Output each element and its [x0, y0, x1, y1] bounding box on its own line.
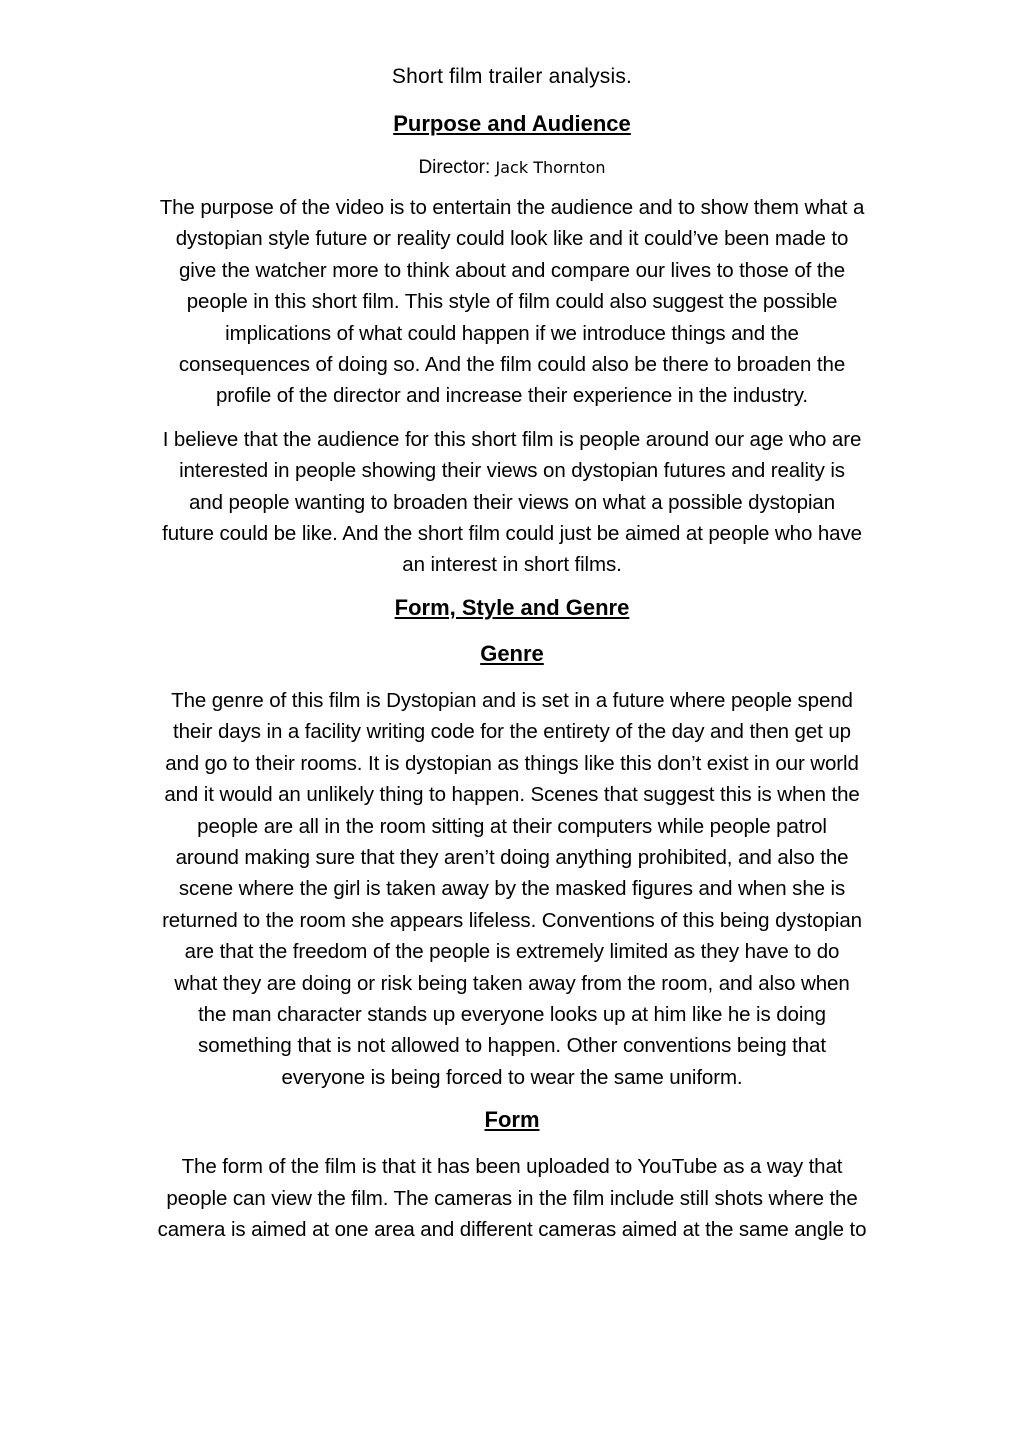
- genre-heading: Genre: [480, 640, 544, 666]
- form-heading: Form: [484, 1107, 540, 1133]
- genre-paragraph: [118, 685, 906, 1093]
- director-line: [118, 155, 906, 181]
- paragraph-line: I believe that the audience for this short film is people around our age who are: [162, 427, 862, 451]
- paragraph-line: people are all in the room sitting at their computers while people patrol: [197, 814, 827, 838]
- paragraph-line: an interest in short films.: [402, 553, 622, 577]
- paragraph-line: and go to their rooms. It is dystopian as things like this don’t exist in our world: [165, 751, 859, 775]
- paragraph-line: the man character stands up everyone looks up at him like he is doing: [198, 1002, 826, 1026]
- paragraph-line: The genre of this film is Dystopian and is set in a future where people spend: [171, 688, 853, 712]
- paragraph-line: are that the freedom of the people is extremely limited as they have to do: [184, 940, 840, 964]
- paragraph-line: their days in a facility writing code for the entirety of the day and then get up: [173, 720, 851, 744]
- paragraph-line: scene where the girl is taken away by the masked figures and when she is: [178, 877, 846, 901]
- paragraph-line: people in this short film. This style of film could also suggest the possible: [186, 290, 838, 314]
- director-name: Jack Thornton: [495, 158, 606, 177]
- audience-paragraph: [118, 424, 906, 581]
- paragraph-line: around making sure that they aren’t doing anything prohibited, and also the: [175, 845, 849, 869]
- document-title: Short film trailer analysis.: [391, 65, 633, 88]
- paragraph-line: The purpose of the video is to entertain the audience and to show them what a: [159, 196, 865, 219]
- paragraph-line: and it would an unlikely thing to happen. Scenes that suggest this is when the: [164, 783, 860, 807]
- document-page: [118, 62, 906, 1257]
- purpose-paragraph: [118, 192, 906, 412]
- paragraph-line: and people wanting to broaden their views on what a possible dystopian: [188, 490, 836, 514]
- director-label: Director:: [418, 157, 491, 178]
- paragraph-line: implications of what could happen if we introduce things and the: [225, 321, 799, 345]
- paragraph-line: something that is not allowed to happen. Other conventions being that: [198, 1034, 826, 1058]
- paragraph-line: profile of the director and increase their experience in the industry.: [215, 384, 808, 408]
- form-style-genre-heading: Form, Style and Genre: [394, 594, 630, 620]
- form-paragraph: [118, 1151, 906, 1245]
- paragraph-line: give the watcher more to think about and compare our lives to those of the: [178, 258, 846, 282]
- paragraph-line: camera is aimed at one area and different cameras aimed at the same angle to: [157, 1217, 867, 1241]
- paragraph-line: people can view the film. The cameras in the film include still shots where the: [166, 1186, 858, 1210]
- paragraph-line: returned to the room she appears lifeless. Conventions of this being dystopian: [162, 908, 862, 932]
- paragraph-line: dystopian style future or reality could look like and it could’ve been made to: [175, 227, 849, 251]
- paragraph-line: interested in people showing their views on dystopian futures and reality is: [179, 459, 845, 483]
- paragraph-line: future could be like. And the short film could just be aimed at people who have: [162, 522, 862, 546]
- paragraph-line: everyone is being forced to wear the same uniform.: [281, 1065, 743, 1089]
- paragraph-line: what they are doing or risk being taken away from the room, and also when: [174, 971, 850, 995]
- paragraph-line: consequences of doing so. And the film could also be there to broaden the: [178, 353, 846, 377]
- purpose-audience-heading: Purpose and Audience: [393, 111, 631, 136]
- paragraph-line: The form of the film is that it has been uploaded to YouTube as a way that: [181, 1155, 843, 1179]
